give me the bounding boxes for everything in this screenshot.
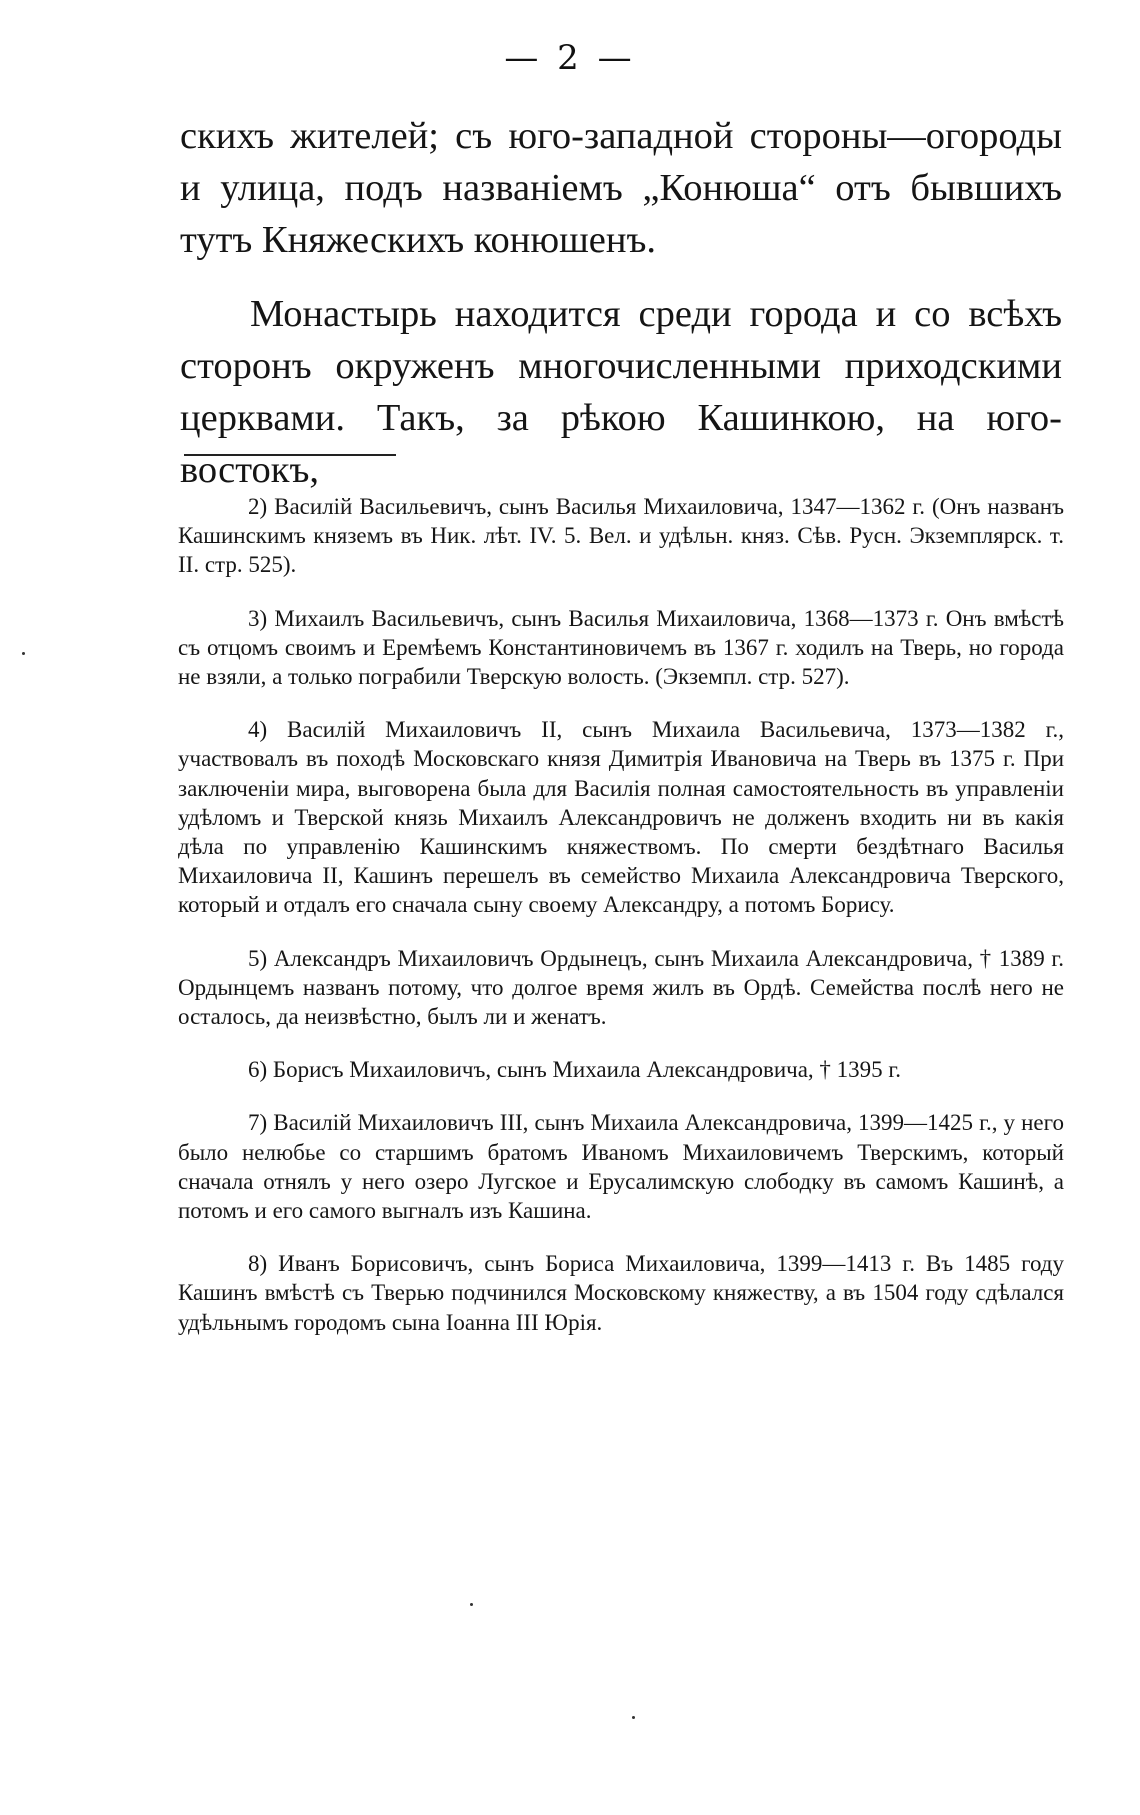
footnote-separator (184, 454, 396, 456)
footnote-5: 5) Александръ Михаиловичъ Ордынецъ, сынъ Михаила Александровича, † 1389 г. Ордынцемъ названъ потому, что долгое время жилъ въ Ордѣ. Семейства послѣ него не осталось, да неизвѣстно, былъ ли и женатъ. (178, 945, 1064, 1030)
main-paragraph-2: Монастырь находится среди города и со всѣхъ сторонъ окруженъ многочисленными приходскими церквами. Такъ, за рѣкою Кашинкою, на юго-востокъ, (180, 293, 1062, 491)
footnote-2: 2) Василій Васильевичъ, сынъ Василья Михаиловича, 1347—1362 г. (Онъ названъ Кашинскимъ княземъ въ Ник. лѣт. IV. 5. Вел. и удѣльн. княз. Сѣв. Русн. Экземплярск. т. II. стр. 525). (178, 494, 1064, 578)
print-speck (632, 1716, 635, 1719)
footnote-6: 6) Борисъ Михаиловичъ, сынъ Михаила Александровича, † 1395 г. (248, 1057, 902, 1083)
footnote-8: 8) Иванъ Борисовичъ, сынъ Бориса Михаиловича, 1399—1413 г. Въ 1485 году Кашинъ вмѣстѣ съ Тверью подчинился Московскому княжеству, а въ 1504 году сдѣлался удѣльнымъ городомъ сына Іоанна III Юрія. (178, 1251, 1064, 1335)
footnotes (178, 492, 1064, 1361)
print-speck (470, 1603, 473, 1606)
footnote-7: 7) Василій Михаиловичъ III, сынъ Михаила Александровича, 1399—1425 г., у него было нелюбье со старшимъ братомъ Иваномъ Михаиловичемъ Тверскимъ, который сначала отнялъ у него озеро Лугское и Ерусалимскую слободку въ самомъ Кашинѣ, а потомъ и его самого выгналъ изъ Кашина. (178, 1110, 1064, 1224)
footnote-4: 4) Василій Михаиловичъ II, сынъ Михаила Васильевича, 1373—1382 г., участвовалъ въ походѣ Московскаго князя Димитрія Ивановича на Тверь въ 1375 г. При заключеніи мира, выговорена была для Василія полная самостоятельность въ управленіи удѣломъ и Тверской князь Михаилъ Александровичъ не долженъ входить ни въ какія дѣла по управленію Кашинскимъ княжествомъ. По смерти бездѣтнаго Василья Михаиловича II, Кашинъ перешелъ въ семейство Михаила Александровича Тверского, который и отдалъ его сначала сыну своему Александру, а потомъ Борису. (178, 717, 1064, 918)
main-text (180, 110, 1062, 496)
footnote-3: 3) Михаилъ Васильевичъ, сынъ Василья Михаиловича, 1368—1373 г. Онъ вмѣстѣ съ отцомъ своимъ и Еремѣемъ Константиновичемъ въ 1367 г. ходилъ на Тверь, но города не взяли, а только пограбили Тверскую волость. (Экземпл. стр. 527). (178, 605, 1064, 690)
page-number: — 2 — (504, 38, 636, 78)
main-paragraph-1: скихъ жителей; съ юго-западной стороны—огороды и улица, подъ названіемъ „Конюша“ отъ бывшихъ тутъ Княжескихъ конюшенъ. (180, 115, 1062, 261)
print-speck (22, 652, 25, 655)
